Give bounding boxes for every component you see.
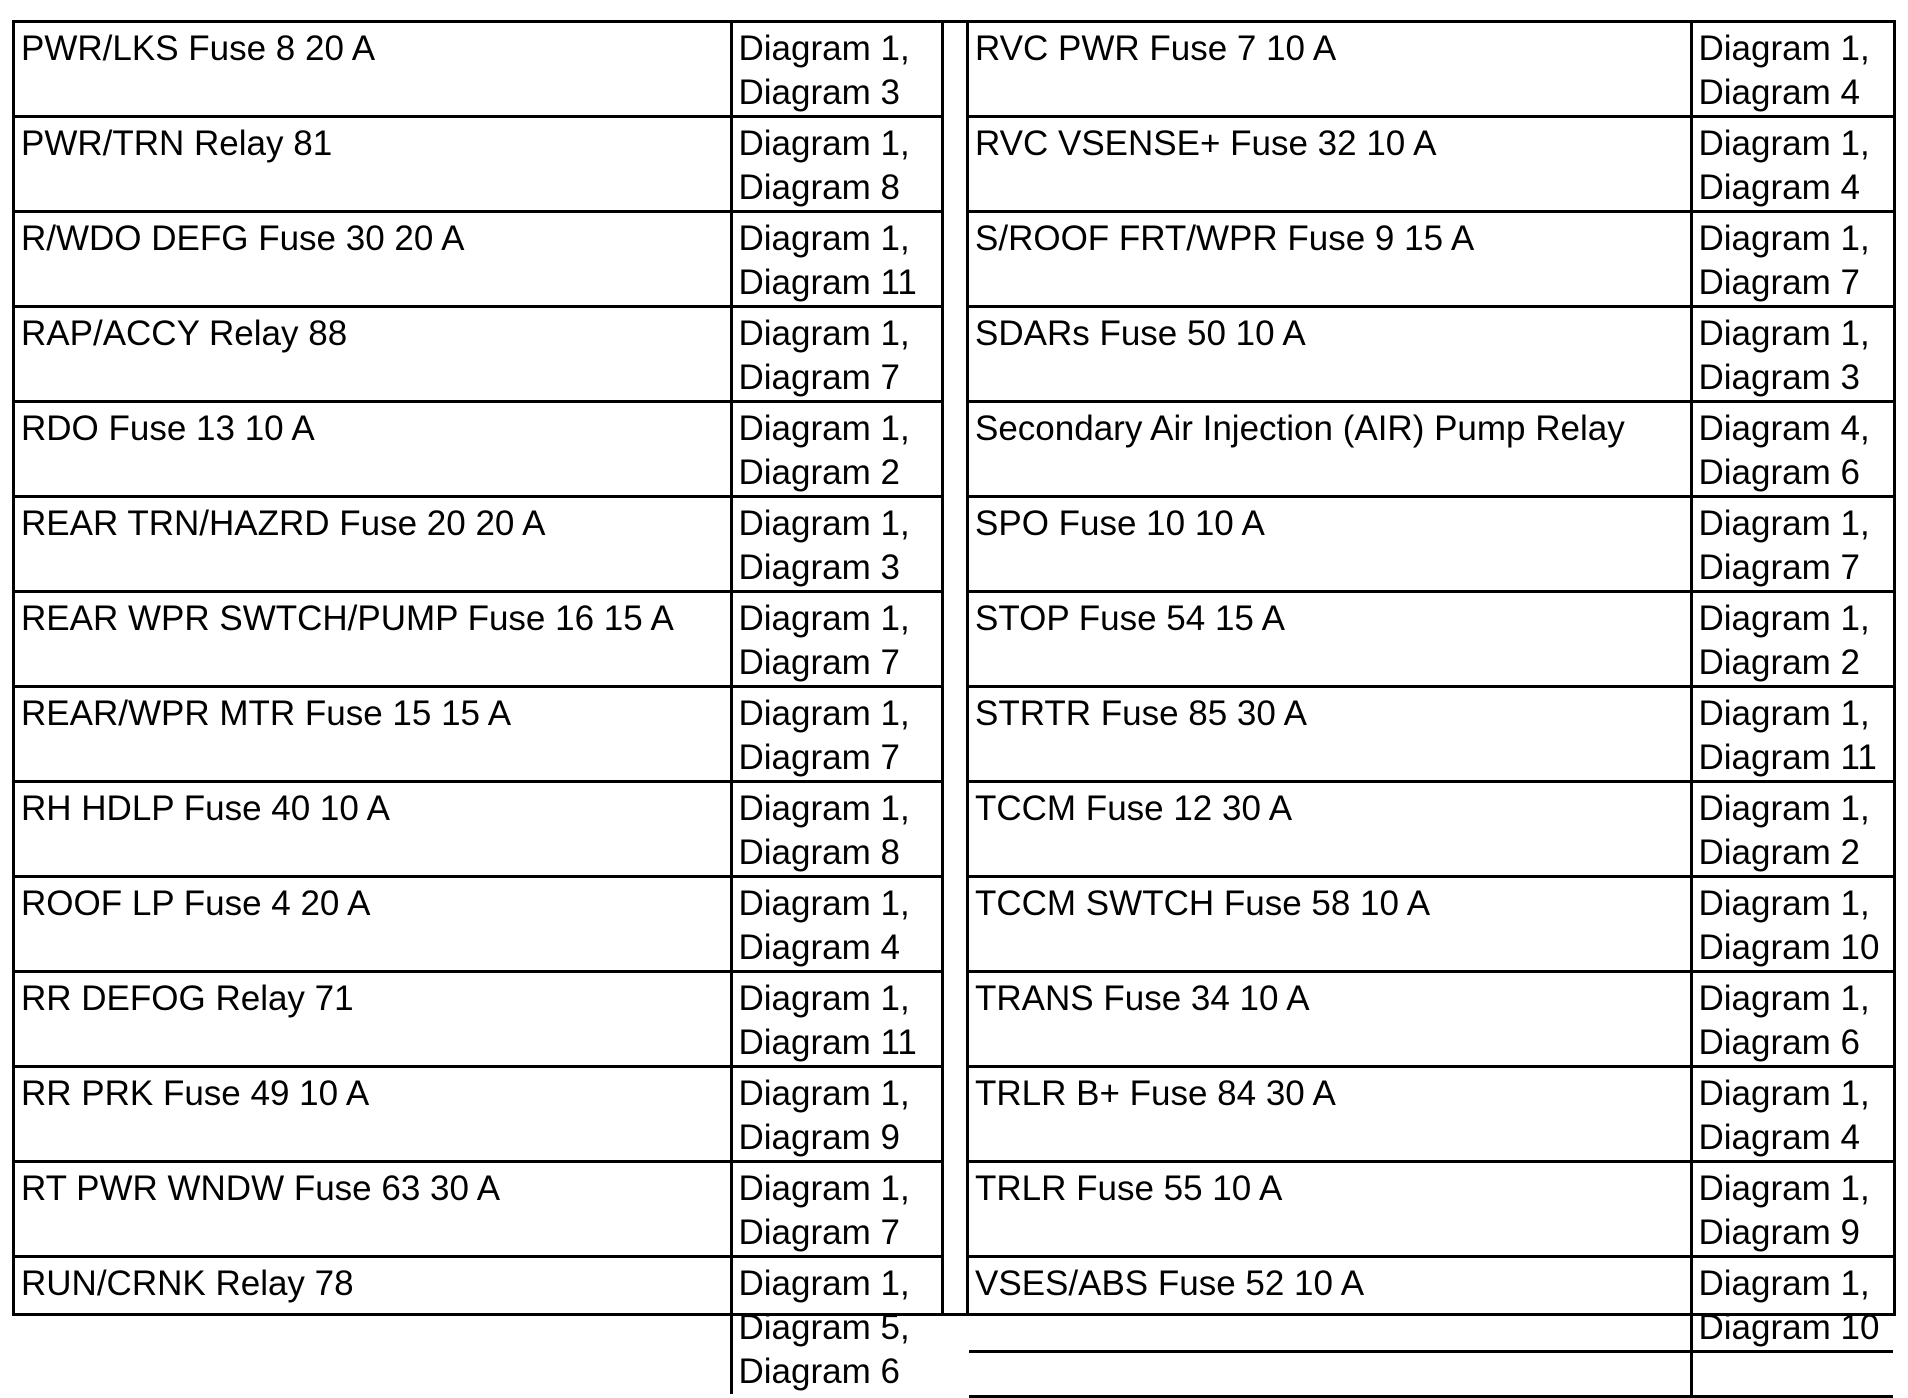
diagram-reference: Diagram 11	[738, 263, 917, 302]
diagram-reference: Diagram 1,	[738, 694, 910, 733]
table-row	[15, 1257, 941, 1395]
component-name-cell: RT PWR WNDW Fuse 63 30 A	[15, 1162, 731, 1257]
diagram-reference: Diagram 1,	[738, 979, 910, 1018]
component-name-cell: REAR TRN/HAZRD Fuse 20 20 A	[15, 497, 731, 592]
diagram-reference: Diagram 1,	[738, 219, 910, 258]
diagram-reference-cell	[1691, 307, 1893, 402]
component-name-cell: TCCM SWTCH Fuse 58 10 A	[969, 877, 1691, 972]
diagram-reference-cell	[731, 877, 941, 972]
diagram-reference: Diagram 3	[1698, 358, 1860, 397]
component-name-cell: Secondary Air Injection (AIR) Pump Relay	[969, 402, 1691, 497]
diagram-reference-cell	[731, 117, 941, 212]
table-row	[969, 782, 1893, 877]
right-column-table	[966, 23, 1893, 1347]
diagram-reference: Diagram 7	[738, 358, 900, 397]
table-row	[969, 1352, 1893, 1397]
table-row	[969, 1257, 1893, 1352]
diagram-reference-cell	[1691, 877, 1893, 972]
diagram-reference: Diagram 1,	[1698, 124, 1870, 163]
diagram-reference: Diagram 1,	[738, 599, 910, 638]
table-row	[15, 497, 941, 592]
table-row	[15, 117, 941, 212]
table-row	[15, 1162, 941, 1257]
component-name-cell: RR DEFOG Relay 71	[15, 972, 731, 1067]
diagram-reference: Diagram 1,	[738, 1169, 910, 1208]
diagram-reference: Diagram 7	[738, 643, 900, 682]
diagram-reference: Diagram 4	[738, 928, 900, 967]
component-name-cell: REAR/WPR MTR Fuse 15 15 A	[15, 687, 731, 782]
table-row	[969, 402, 1893, 497]
diagram-reference: Diagram 4	[1698, 1118, 1860, 1157]
diagram-reference: Diagram 7	[738, 1213, 900, 1252]
diagram-reference: Diagram 1,	[738, 504, 910, 543]
table-row	[969, 877, 1893, 972]
table-row	[969, 592, 1893, 687]
diagram-reference-cell	[1691, 687, 1893, 782]
component-name-cell: RUN/CRNK Relay 78	[15, 1257, 731, 1395]
diagram-reference: Diagram 6	[738, 1352, 900, 1391]
diagram-reference-cell	[731, 212, 941, 307]
diagram-reference: Diagram 1,	[1698, 884, 1870, 923]
component-name-cell: S/ROOF FRT/WPR Fuse 9 15 A	[969, 212, 1691, 307]
table-row	[969, 1067, 1893, 1162]
table-row	[15, 23, 941, 117]
diagram-reference-cell	[1691, 1257, 1893, 1352]
component-name-cell: STOP Fuse 54 15 A	[969, 592, 1691, 687]
component-name-cell: STRTR Fuse 85 30 A	[969, 687, 1691, 782]
diagram-reference: Diagram 1,	[1698, 1074, 1870, 1113]
component-name-cell: RVC PWR Fuse 7 10 A	[969, 23, 1691, 117]
left-table	[15, 23, 941, 1394]
diagram-reference: Diagram 4	[1698, 73, 1860, 112]
diagram-reference-cell	[1691, 497, 1893, 592]
table-row	[15, 782, 941, 877]
diagram-reference-cell	[1691, 782, 1893, 877]
diagram-reference: Diagram 11	[1698, 738, 1877, 777]
diagram-reference: Diagram 4	[1698, 168, 1860, 207]
component-name-cell: ROOF LP Fuse 4 20 A	[15, 877, 731, 972]
component-name-cell: RDO Fuse 13 10 A	[15, 402, 731, 497]
diagram-reference: Diagram 6	[1698, 1023, 1860, 1062]
component-name-cell: RAP/ACCY Relay 88	[15, 307, 731, 402]
diagram-reference-cell	[1691, 972, 1893, 1067]
diagram-reference: Diagram 1,	[738, 314, 910, 353]
diagram-reference: Diagram 11	[738, 1023, 917, 1062]
column-gutter	[944, 23, 966, 1313]
diagram-reference: Diagram 4,	[1698, 409, 1870, 448]
component-name-cell	[969, 1352, 1691, 1397]
diagram-reference: Diagram 1,	[1698, 504, 1870, 543]
diagram-reference: Diagram 10	[1698, 1308, 1880, 1347]
diagram-reference: Diagram 1,	[738, 1264, 910, 1303]
diagram-reference: Diagram 1,	[1698, 1264, 1870, 1303]
component-name-cell: PWR/TRN Relay 81	[15, 117, 731, 212]
diagram-reference: Diagram 1,	[738, 124, 910, 163]
diagram-reference-cell	[731, 782, 941, 877]
diagram-reference: Diagram 6	[1698, 453, 1860, 492]
table-row	[969, 23, 1893, 117]
diagram-reference: Diagram 3	[738, 548, 900, 587]
diagram-reference: Diagram 1,	[1698, 599, 1870, 638]
diagram-reference: Diagram 1,	[738, 884, 910, 923]
diagram-reference-cell	[1691, 402, 1893, 497]
diagram-reference: Diagram 1,	[1698, 314, 1870, 353]
component-name-cell: PWR/LKS Fuse 8 20 A	[15, 23, 731, 117]
table-row	[969, 687, 1893, 782]
table-row	[15, 877, 941, 972]
diagram-reference: Diagram 1,	[1698, 979, 1870, 1018]
diagram-reference: Diagram 2	[1698, 833, 1860, 872]
diagram-reference: Diagram 1,	[738, 789, 910, 828]
diagram-reference-cell	[731, 687, 941, 782]
diagram-reference: Diagram 9	[1698, 1213, 1860, 1252]
diagram-reference: Diagram 7	[1698, 548, 1860, 587]
diagram-reference-cell	[731, 23, 941, 117]
diagram-reference: Diagram 1,	[1698, 29, 1870, 68]
diagram-reference: Diagram 7	[738, 738, 900, 777]
diagram-reference: Diagram 7	[1698, 263, 1860, 302]
component-index-table	[12, 20, 1896, 1391]
diagram-reference-cell	[1691, 592, 1893, 687]
component-name-cell: TRANS Fuse 34 10 A	[969, 972, 1691, 1067]
diagram-reference: Diagram 3	[738, 73, 900, 112]
component-name-cell: TRLR Fuse 55 10 A	[969, 1162, 1691, 1257]
table-row	[969, 497, 1893, 592]
table-row	[15, 307, 941, 402]
diagram-reference-cell	[731, 592, 941, 687]
table-row	[969, 117, 1893, 212]
table-row	[15, 402, 941, 497]
diagram-reference: Diagram 1,	[738, 29, 910, 68]
diagram-reference-cell	[1691, 212, 1893, 307]
diagram-reference: Diagram 1,	[1698, 1169, 1870, 1208]
diagram-reference-cell	[731, 307, 941, 402]
diagram-reference: Diagram 1,	[738, 409, 910, 448]
component-name-cell: RR PRK Fuse 49 10 A	[15, 1067, 731, 1162]
component-name-cell: RH HDLP Fuse 40 10 A	[15, 782, 731, 877]
diagram-reference-cell	[731, 972, 941, 1067]
table-row	[15, 1067, 941, 1162]
diagram-reference-cell	[731, 497, 941, 592]
diagram-reference: Diagram 2	[1698, 643, 1860, 682]
left-column-table	[15, 23, 944, 1391]
component-name-cell: REAR WPR SWTCH/PUMP Fuse 16 15 A	[15, 592, 731, 687]
diagram-reference: Diagram 2	[738, 453, 900, 492]
component-name-cell: R/WDO DEFG Fuse 30 20 A	[15, 212, 731, 307]
diagram-reference: Diagram 1,	[1698, 694, 1870, 733]
table-row	[15, 972, 941, 1067]
table-row	[969, 972, 1893, 1067]
table-row	[969, 307, 1893, 402]
diagram-reference-cell	[731, 1067, 941, 1162]
diagram-reference-cell	[731, 402, 941, 497]
component-name-cell: TCCM Fuse 12 30 A	[969, 782, 1691, 877]
diagram-reference: Diagram 1,	[1698, 219, 1870, 258]
diagram-reference: Diagram 8	[738, 168, 900, 207]
table-row	[15, 592, 941, 687]
diagram-reference-cell	[1691, 1067, 1893, 1162]
diagram-reference: Diagram 10	[1698, 928, 1880, 967]
diagram-reference: Diagram 5,	[738, 1308, 910, 1347]
diagram-reference-cell	[1691, 23, 1893, 117]
diagram-reference-cell	[1691, 1162, 1893, 1257]
diagram-reference-cell	[731, 1257, 941, 1395]
right-table	[969, 23, 1893, 1398]
component-name-cell: SDARs Fuse 50 10 A	[969, 307, 1691, 402]
table-row	[15, 212, 941, 307]
component-name-cell: TRLR B+ Fuse 84 30 A	[969, 1067, 1691, 1162]
table-row	[15, 687, 941, 782]
diagram-reference: Diagram 9	[738, 1118, 900, 1157]
table-row	[969, 212, 1893, 307]
diagram-reference-cell	[1691, 117, 1893, 212]
component-name-cell: SPO Fuse 10 10 A	[969, 497, 1691, 592]
diagram-reference: Diagram 1,	[1698, 789, 1870, 828]
diagram-reference-cell	[731, 1162, 941, 1257]
component-name-cell: RVC VSENSE+ Fuse 32 10 A	[969, 117, 1691, 212]
diagram-reference-cell	[1691, 1352, 1893, 1397]
diagram-reference: Diagram 1,	[738, 1074, 910, 1113]
table-row	[969, 1162, 1893, 1257]
diagram-reference: Diagram 8	[738, 833, 900, 872]
component-name-cell: VSES/ABS Fuse 52 10 A	[969, 1257, 1691, 1352]
